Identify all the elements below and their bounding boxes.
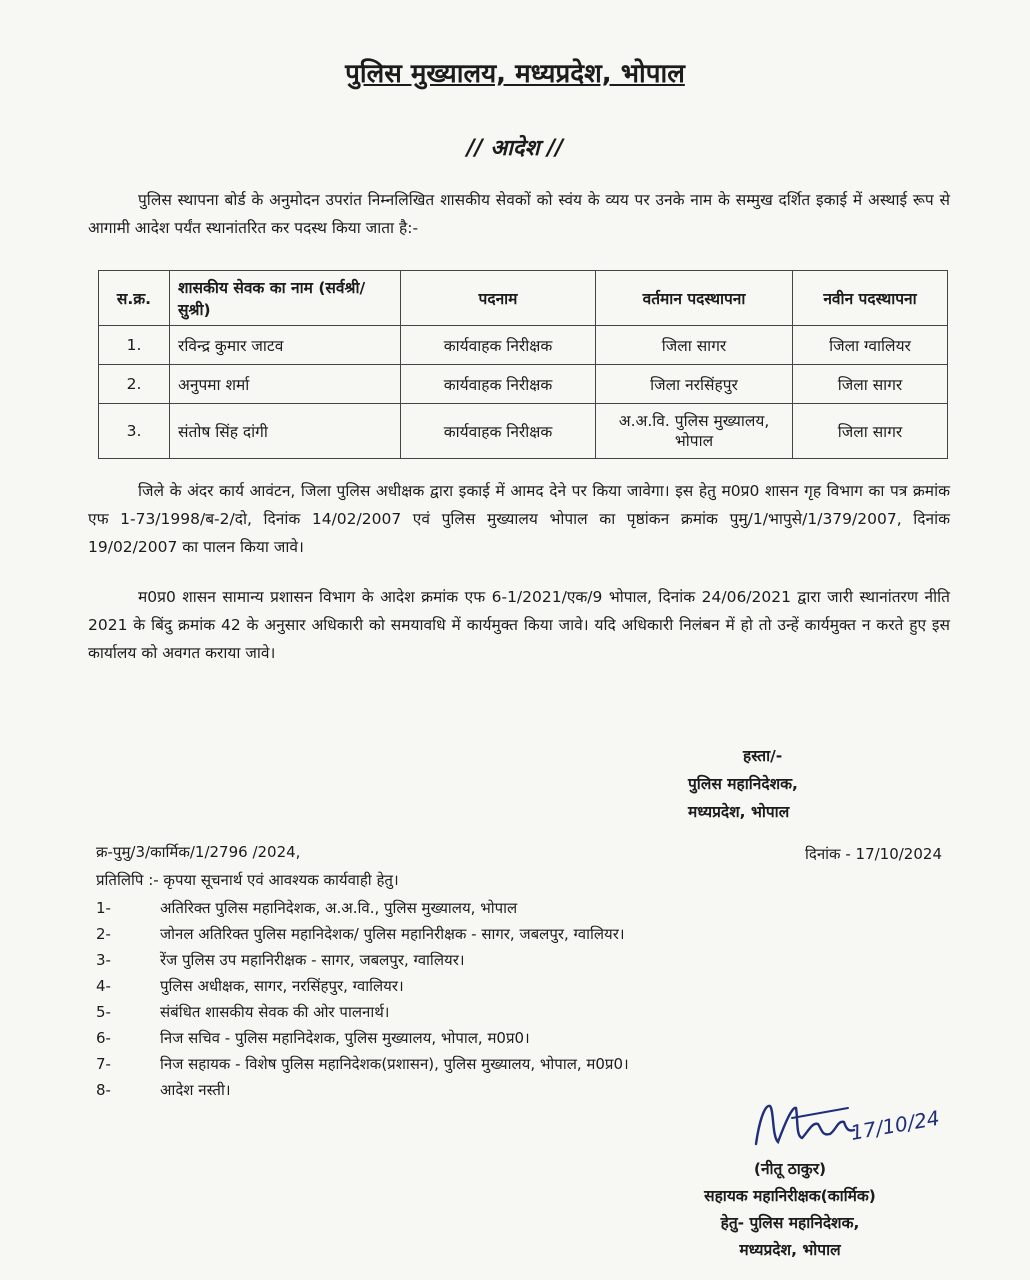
cell-post: कार्यवाहक निरीक्षक	[401, 365, 596, 404]
table-row	[99, 326, 948, 365]
order-heading: // आदेश //	[466, 136, 564, 161]
list-item	[96, 1077, 629, 1103]
list-item-text: अतिरिक्त पुलिस महानिदेशक, अ.अ.वि., पुलिस मुख्यालय, भोपाल	[160, 899, 518, 917]
cell-new: जिला ग्वालियर	[793, 326, 948, 365]
list-item	[96, 973, 629, 999]
list-item-number: 5-	[96, 1003, 111, 1021]
list-item	[96, 921, 629, 947]
list-item	[96, 895, 629, 921]
cell-sn: 3.	[99, 404, 170, 459]
cell-sn: 1.	[99, 326, 170, 365]
cell-current: जिला नरसिंहपुर	[596, 365, 793, 404]
aig-for: हेतु- पुलिस महानिदेशक,	[720, 1214, 860, 1232]
list-item-text: जोनल अतिरिक्त पुलिस महानिदेशक/ पुलिस महानिरीक्षक - सागर, जबलपुर, ग्वालियर।	[160, 925, 625, 943]
table-header-row	[99, 271, 948, 326]
list-item-number: 4-	[96, 977, 111, 995]
cell-name: अनुपमा शर्मा	[170, 365, 401, 404]
list-item	[96, 947, 629, 973]
cell-post: कार्यवाहक निरीक्षक	[401, 404, 596, 459]
list-item	[96, 999, 629, 1025]
cell-new: जिला सागर	[793, 365, 948, 404]
transfer-table	[98, 270, 948, 459]
cell-new: जिला सागर	[793, 404, 948, 459]
list-item-text: पुलिस अधीक्षक, सागर, नरसिंहपुर, ग्वालियर।	[160, 977, 404, 995]
cell-post: कार्यवाहक निरीक्षक	[401, 326, 596, 365]
list-item-text: निज सहायक - विशेष पुलिस महानिदेशक(प्रशासन), पुलिस मुख्यालय, भोपाल, म0प्र0।	[160, 1055, 629, 1073]
table-row	[99, 404, 948, 459]
list-item-text: निज सचिव - पुलिस महानिदेशक, पुलिस मुख्यालय, भोपाल, म0प्र0।	[160, 1029, 530, 1047]
list-item	[96, 1025, 629, 1051]
list-item	[96, 1051, 629, 1077]
list-item-text: रेंज पुलिस उप महानिरीक्षक - सागर, जबलपुर, ग्वालियर।	[160, 951, 465, 969]
aig-designation: सहायक महानिरीक्षक(कार्मिक)	[704, 1187, 876, 1205]
col-header-name: शासकीय सेवक का नाम (सर्वश्री/सुश्री)	[170, 271, 401, 326]
handwritten-date: 17/10/24	[848, 1105, 942, 1145]
list-item-text: संबंधित शासकीय सेवक की ओर पालनार्थ।	[160, 1003, 390, 1021]
aig-place: मध्यप्रदेश, भोपाल	[739, 1241, 841, 1259]
office-title: पुलिस मुख्यालय, मध्यप्रदेश, भोपाल	[345, 59, 685, 89]
col-header-new: नवीन पदस्थापना	[793, 271, 948, 326]
list-item-number: 8-	[96, 1081, 111, 1099]
cell-name: संतोष सिंह दांगी	[170, 404, 401, 459]
cell-current: जिला सागर	[596, 326, 793, 365]
aig-name: (नीतू ठाकुर)	[753, 1160, 827, 1178]
intro-paragraph: पुलिस स्थापना बोर्ड के अनुमोदन उपरांत निम्नलिखित शासकीय सेवकों को स्वंय के व्यय पर उनके नाम के सम्मुख दर्शित इकाई में अस्थाई रूप से आगामी आदेश पर्यंत स्थानांतरित कर पदस्थ किया जाता है:-	[88, 191, 950, 237]
col-header-post: पदनाम	[401, 271, 596, 326]
dgp-place: मध्यप्रदेश, भोपाल	[688, 803, 790, 821]
list-item-number: 3-	[96, 951, 111, 969]
list-item-text: आदेश नस्ती।	[160, 1081, 231, 1099]
aig-signature-block	[640, 1156, 940, 1264]
reference-date: दिनांक - 17/10/2024	[805, 845, 942, 863]
list-item-number: 6-	[96, 1029, 111, 1047]
relieving-paragraph: म0प्र0 शासन सामान्य प्रशासन विभाग के आदेश क्रमांक एफ 6-1/2021/एक/9 भोपाल, दिनांक 24/06/2021 द्वारा जारी स्थानांतरण नीति 2021 के बिंदु क्रमांक 42 के अनुसार अधिकारी को समयावधि में कार्यमुक्त किया जावे। यदि अधिकारी निलंबन में हो तो उन्हें कार्यमुक्त न करते हुए इस कार्यालय को अवगत कराया जावे।	[88, 588, 950, 662]
copy-to-line: प्रतिलिपि :- कृपया सूचनार्थ एवं आवश्यक कार्यवाही हेतु।	[96, 871, 399, 889]
instruction-paragraph: जिले के अंदर कार्य आवंटन, जिला पुलिस अधीक्षक द्वारा इकाई में आमद देने पर किया जावेगा। इस हेतु म0प्र0 शासन गृह विभाग का पत्र क्रमांक एफ 1-73/1998/ब-2/दो, दिनांक 14/02/2007 एवं पुलिस मुख्यालय भोपाल का पृष्ठांकन क्रमांक पुमु/1/भापुसे/1/379/2007, दिनांक 19/02/2007 का पालन किया जावे।	[88, 482, 950, 556]
list-item-number: 7-	[96, 1055, 111, 1073]
list-item-number: 2-	[96, 925, 111, 943]
handwritten-signature	[752, 1096, 942, 1162]
copy-list	[96, 895, 629, 1103]
signed-mark: हस्ता/-	[743, 747, 783, 765]
cell-name: रविन्द्र कुमार जाटव	[170, 326, 401, 365]
table-row	[99, 365, 948, 404]
dgp-designation: पुलिस महानिदेशक,	[688, 775, 798, 793]
col-header-current: वर्तमान पदस्थापना	[596, 271, 793, 326]
dgp-signature-block	[688, 742, 798, 826]
col-header-sn: स.क्र.	[99, 271, 170, 326]
cell-sn: 2.	[99, 365, 170, 404]
reference-number: क्र-पुमु/3/कार्मिक/1/2796 /2024,	[96, 843, 301, 861]
list-item-number: 1-	[96, 899, 111, 917]
cell-current: अ.अ.वि. पुलिस मुख्यालय, भोपाल	[596, 404, 793, 459]
